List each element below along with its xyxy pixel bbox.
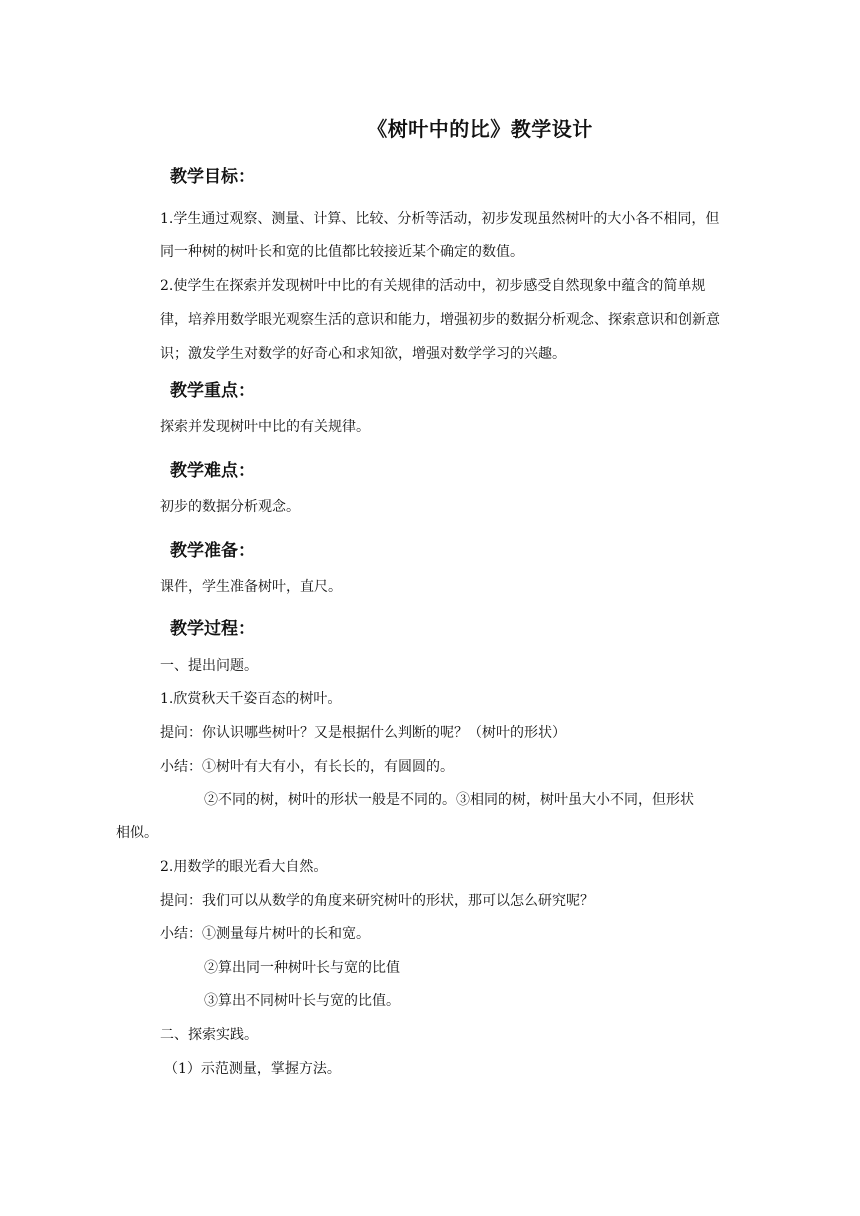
process-item-1: 1.欣赏秋天千姿百态的树叶。 — [160, 691, 342, 707]
objective-1-line-1 — [160, 203, 732, 269]
process-summary-2c: ③算出不同树叶长与宽的比值。 — [204, 993, 400, 1009]
objective-1-text: 1.学生通过观察、测量、计算、比较、分析等活动，初步发现虽然树叶的大小各不相同，但同一种树的树叶长和宽的比值都比较接近某个确定的数值。 — [160, 211, 720, 260]
document-title: 《树叶中的比》教学设计 — [367, 117, 593, 141]
process-step-2: 二、探索实践。 — [160, 1027, 258, 1043]
process-question-1: 提问：你认识哪些树叶？又是根据什么判断的呢？（树叶的形状） — [160, 725, 566, 741]
key-heading: 教学重点： — [170, 381, 255, 401]
key-text: 探索并发现树叶中比的有关规律。 — [160, 419, 370, 435]
process-step-1: 一、提出问题。 — [160, 658, 258, 674]
process-summary-2a: 小结：①测量每片树叶的长和宽。 — [160, 926, 370, 942]
difficulty-text: 初步的数据分析观念。 — [160, 499, 300, 515]
process-summary-1c: 相似。 — [116, 825, 158, 841]
process-question-2: 提问：我们可以从数学的角度来研究树叶的形状，那可以怎么研究呢？ — [160, 893, 594, 909]
prep-heading: 教学准备： — [170, 541, 255, 561]
process-item-2: 2.用数学的眼光看大自然。 — [160, 859, 328, 875]
objective-2-text: 2.使学生在探索并发现树叶中比的有关规律的活动中，初步感受自然现象中蕴含的简单规律，培养用数学眼光观察生活的意识和能力，增强初步的数据分析观念、探索意识和创新意识；激发学生对数学的好奇心和求知欲，增强对数学学习的兴趣。 — [160, 278, 720, 362]
objective-2-paragraph — [160, 269, 732, 371]
process-sub-1: （1）示范测量，掌握方法。 — [164, 1061, 341, 1077]
difficulty-heading: 教学难点： — [170, 461, 255, 481]
prep-text: 课件，学生准备树叶，直尺。 — [160, 579, 342, 595]
objectives-heading: 教学目标： — [170, 167, 255, 187]
process-summary-2b: ②算出同一种树叶长与宽的比值 — [204, 960, 400, 976]
process-heading: 教学过程： — [170, 619, 255, 639]
process-summary-1b: ②不同的树，树叶的形状一般是不同的。③相同的树，树叶虽大小不同，但形状 — [204, 792, 694, 808]
process-summary-1a: 小结：①树叶有大有小，有长长的，有圆圆的。 — [160, 759, 454, 775]
